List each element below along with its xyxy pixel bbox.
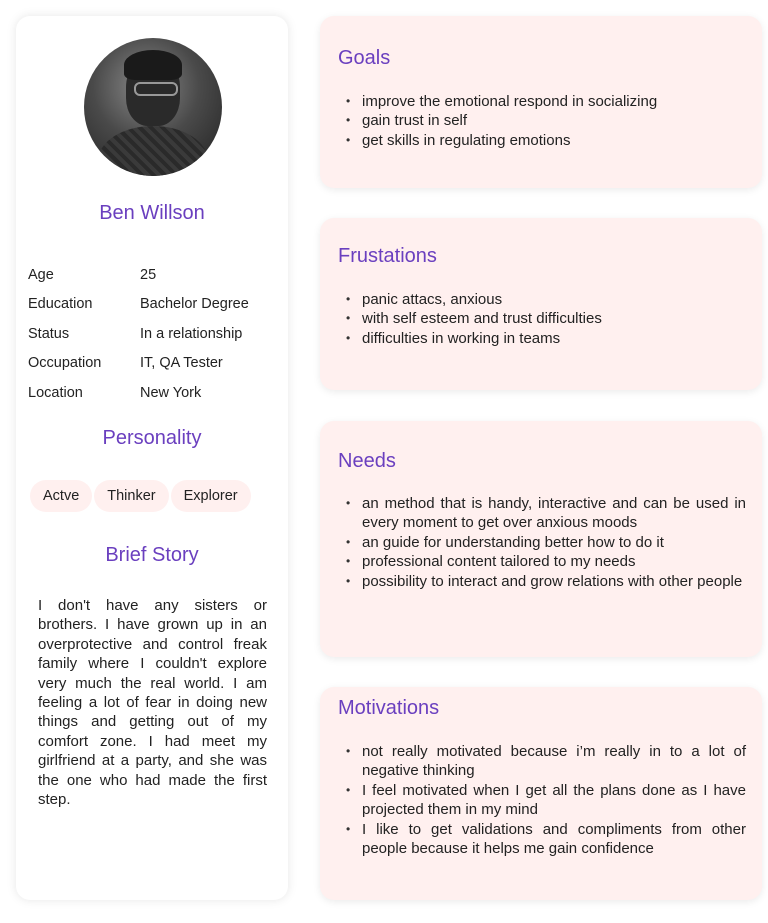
avatar-beanie-shape: [124, 50, 182, 80]
personality-tag: Thinker: [94, 480, 168, 512]
info-value: Bachelor Degree: [140, 296, 249, 313]
info-label: Age: [28, 266, 54, 283]
personality-tags: [30, 480, 251, 512]
info-label: Location: [28, 384, 83, 401]
personality-tag: Explorer: [171, 480, 251, 512]
list-item: • possibility to interact and grow relations with other people: [346, 572, 746, 591]
frustrations-list: [346, 290, 746, 348]
info-value: IT, QA Tester: [140, 355, 223, 372]
list-item: • with self esteem and trust difficulties: [346, 309, 746, 328]
list-item: • get skills in regulating emotions: [346, 131, 746, 150]
personality-title: Personality: [102, 427, 202, 449]
info-label: Occupation: [28, 355, 102, 372]
brief-story-title: Brief Story: [105, 544, 199, 566]
frustrations-title: Frustations: [338, 245, 437, 267]
needs-title: Needs: [338, 450, 396, 472]
list-item: • I feel motivated when I get all the plans done as I have projected them in my mind: [346, 781, 746, 820]
list-item: • improve the emotional respond in socializing: [346, 92, 746, 111]
list-item: • gain trust in self: [346, 111, 746, 130]
avatar-body-shape: [98, 126, 208, 176]
needs-list: [346, 494, 746, 591]
list-item: • not really motivated because i’m really in to a lot of negative thinking: [346, 742, 746, 781]
goals-list: [346, 92, 746, 150]
list-item: • an method that is handy, interactive and can be used in every moment to get over anxious moods: [346, 494, 746, 533]
motivations-title: Motivations: [338, 697, 440, 719]
avatar-glasses-shape: [134, 82, 178, 96]
info-label: Education: [28, 296, 93, 313]
persona-name: Ben Willson: [99, 202, 205, 224]
frustrations-card: [320, 218, 762, 390]
info-value: In a relationship: [140, 325, 243, 342]
info-row-location: [28, 378, 249, 408]
needs-card: [320, 421, 762, 657]
brief-story-text: I don't have any sisters or brothers. I have grown up in an overprotective and control freak family where I couldn't explore very much the real world. I am feeling a lot of fear in doing new things and getting out of my comfort zone. I had meet my girlfriend at a party, and she was the one who had made the first step.: [38, 597, 267, 809]
info-label: Status: [28, 325, 70, 342]
persona-info-list: [28, 260, 249, 408]
goals-card: [320, 16, 762, 188]
info-row-status: [28, 319, 249, 349]
info-row-age: [28, 260, 249, 290]
list-item: • difficulties in working in teams: [346, 329, 746, 348]
personality-tag: Actve: [30, 480, 92, 512]
info-value: 25: [140, 266, 157, 283]
list-item: • an guide for understanding better how to do it: [346, 533, 746, 552]
motivations-list: [346, 742, 746, 858]
info-row-occupation: [28, 349, 249, 379]
motivations-card: [320, 687, 762, 900]
list-item: • professional content tailored to my needs: [346, 552, 746, 571]
goals-title: Goals: [338, 47, 391, 69]
info-value: New York: [140, 384, 202, 401]
list-item: • panic attacs, anxious: [346, 290, 746, 309]
avatar: [84, 38, 222, 176]
info-row-education: [28, 290, 249, 320]
profile-card: [16, 16, 288, 900]
list-item: • I like to get validations and compliments from other people because it helps me gain confidence: [346, 820, 746, 859]
